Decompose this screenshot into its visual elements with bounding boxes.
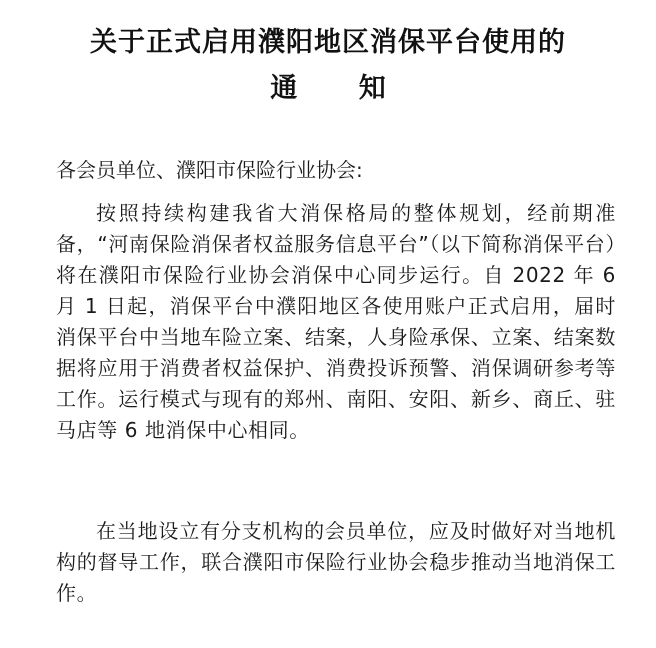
body-paragraph-2: 在当地设立有分支机构的会员单位，应及时做好对当地机构的督导工作，联合濮阳市保险行业协会稳步推动当地消保工作。 bbox=[56, 519, 616, 605]
document-title-line-1: 关于正式启用濮阳地区消保平台使用的 bbox=[90, 27, 566, 58]
addressee: 各会员单位、濮阳市保险行业协会: bbox=[56, 158, 363, 182]
body-paragraph-1: 按照持续构建我省大消保格局的整体规划，经前期准备，“河南保险消保者权益服务信息平台”（以下简称消保平台）将在濮阳市保险行业协会消保中心同步运行。自 2022 年 6 月 1 日起，消保平台中濮阳地区各使用账户正式启用，届时消保平台中当地车险立案、结案，人身险承保、立案、结案数据将应用于消费者权益保护、消费投诉预警、消保调研参考等工作。运行模式与现有的郑州、南阳、安阳、新乡、商丘、驻马店等 6 地消保中心相同。 bbox=[56, 201, 616, 442]
document-title-line-2: 通 知 bbox=[270, 73, 412, 104]
